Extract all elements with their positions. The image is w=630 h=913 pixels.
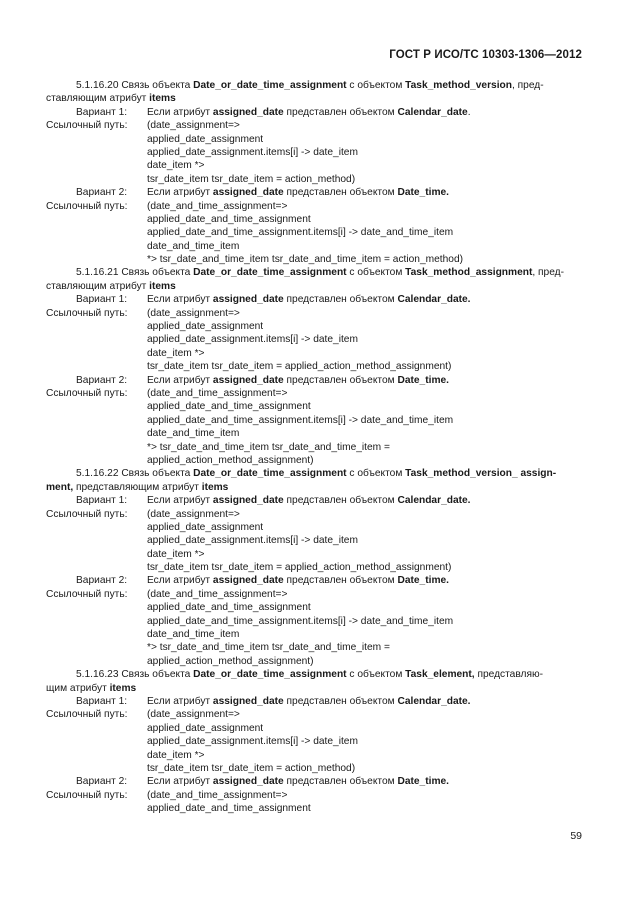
bold-term: Calendar_date. [397, 495, 471, 507]
text-run: applied_date_and_time_assignment.items[i] -> date_and_time_item [147, 615, 454, 627]
variant-line [46, 574, 584, 587]
reference-path-continuation [46, 454, 584, 467]
text-run: applied_date_and_time_assignment [147, 401, 311, 413]
reference-path-continuation [46, 347, 584, 360]
text-run: 5.1.16.21 Связь объекта [76, 267, 194, 279]
text-run: представлен объектом [283, 106, 398, 118]
reference-path-continuation [46, 213, 584, 226]
bold-term: assigned_date [212, 294, 284, 306]
bold-term: items [149, 93, 176, 105]
reference-path-line [46, 789, 584, 802]
reference-path-line [46, 119, 584, 132]
clause-heading-continuation [46, 280, 584, 293]
variant-label: Вариант 2: [76, 575, 128, 587]
text-run: Если атрибут [147, 294, 213, 306]
text-run: 5.1.16.22 Связь объекта [76, 468, 194, 480]
reference-path-continuation [46, 320, 584, 333]
text-run: Если атрибут [147, 776, 213, 788]
bold-term: assigned_date [212, 575, 284, 587]
text-run: (date_assignment=> [147, 508, 240, 520]
bold-term: Date_or_date_time_assignment [193, 80, 347, 91]
reference-path-label: Ссылочный путь: [46, 387, 128, 399]
reference-path-continuation [46, 735, 584, 748]
reference-path-continuation [46, 722, 584, 735]
clause-heading-continuation [46, 92, 584, 105]
bold-term: ment, [46, 481, 74, 493]
text-run: представлен объектом [283, 776, 398, 788]
clause-heading-line [46, 266, 584, 279]
reference-path-line [46, 708, 584, 721]
reference-path-label: Ссылочный путь: [46, 789, 128, 801]
bold-term: Task_method_version [405, 80, 512, 91]
reference-path-continuation [46, 360, 584, 373]
reference-path-label: Ссылочный путь: [46, 307, 128, 319]
reference-path-continuation [46, 240, 584, 253]
reference-path-continuation [46, 253, 584, 266]
text-run: представлен объектом [283, 294, 398, 306]
text-run: , пред- [511, 80, 544, 91]
reference-path-continuation [46, 146, 584, 159]
text-run: (date_and_time_assignment=> [147, 789, 288, 801]
text-run: (date_assignment=> [147, 709, 240, 721]
text-run: 5.1.16.20 Связь объекта [76, 80, 194, 91]
text-run: (date_assignment=> [147, 120, 240, 132]
bold-term: Task_method_version_ assign- [405, 468, 557, 480]
text-run: представлен объектом [283, 575, 398, 587]
text-run: applied_action_method_assignment) [147, 454, 314, 466]
clause-heading-line [46, 79, 584, 92]
variant-label: Вариант 2: [76, 776, 128, 788]
reference-path-continuation [46, 159, 584, 172]
text-run: *> tsr_date_and_time_item tsr_date_and_time_item = [147, 441, 390, 453]
text-run: *> tsr_date_and_time_item tsr_date_and_time_item = [147, 642, 390, 654]
bold-term: Date_time. [397, 575, 449, 587]
bold-term: items [201, 481, 229, 493]
reference-path-continuation [46, 427, 584, 440]
bold-term: assigned_date [212, 187, 284, 199]
bold-term: Task_element, [405, 669, 475, 681]
reference-path-continuation [46, 441, 584, 454]
reference-path-label: Ссылочный путь: [46, 588, 128, 600]
variant-label: Вариант 1: [76, 294, 128, 306]
text-run: tsr_date_item tsr_date_item = applied_action_method_assignment) [147, 562, 452, 574]
document-header: ГОСТ Р ИСО/ТС 10303-1306—2012 [389, 49, 582, 61]
variant-line [46, 695, 584, 708]
text-run: представлен объектом [283, 187, 398, 199]
text-run: applied_date_and_time_assignment [147, 803, 311, 815]
text-run: applied_date_assignment.items[i] -> date_item [147, 146, 358, 158]
text-run: представлен объектом [283, 695, 398, 707]
text-run: applied_date_assignment [147, 321, 264, 333]
reference-path-continuation [46, 655, 584, 668]
text-run: с объектом [346, 80, 406, 91]
text-run: Если атрибут [147, 695, 213, 707]
text-run: date_item *> [147, 548, 205, 560]
bold-term: Calendar_date [397, 106, 468, 118]
text-run: (date_and_time_assignment=> [147, 200, 288, 212]
text-run: представляю- [474, 669, 544, 681]
text-run: (date_assignment=> [147, 307, 240, 319]
variant-label: Вариант 2: [76, 374, 128, 386]
text-run: щим атрибут [46, 682, 110, 694]
text-run: Если атрибут [147, 575, 213, 587]
bold-term: assigned_date [212, 106, 284, 118]
text-run: представляющим атрибут [73, 481, 202, 493]
bold-term: assigned_date [212, 695, 284, 707]
reference-path-continuation [46, 802, 584, 815]
text-run: ставляющим атрибут [46, 280, 150, 292]
page-number: 59 [570, 830, 582, 842]
document-body [46, 79, 584, 815]
text-run: applied_date_assignment [147, 133, 264, 145]
bold-term: assigned_date [212, 495, 284, 507]
reference-path-continuation [46, 333, 584, 346]
text-run: (date_and_time_assignment=> [147, 387, 288, 399]
variant-label: Вариант 1: [76, 495, 128, 507]
reference-path-label: Ссылочный путь: [46, 508, 128, 520]
reference-path-continuation [46, 534, 584, 547]
variant-line [46, 293, 584, 306]
clause-heading-line [46, 668, 584, 681]
variant-line [46, 186, 584, 199]
clause-heading-continuation [46, 481, 584, 494]
variant-line [46, 106, 584, 119]
reference-path-line [46, 200, 584, 213]
variant-line [46, 775, 584, 788]
text-run: applied_action_method_assignment) [147, 655, 314, 667]
text-run: tsr_date_item tsr_date_item = action_method) [147, 762, 356, 774]
reference-path-continuation [46, 548, 584, 561]
bold-term: Date_time. [397, 374, 449, 386]
variant-label: Вариант 1: [76, 106, 128, 118]
reference-path-continuation [46, 133, 584, 146]
text-run: с объектом [346, 669, 406, 681]
reference-path-continuation [46, 749, 584, 762]
bold-term: items [149, 280, 176, 292]
bold-term: Date_time. [397, 187, 449, 199]
reference-path-label: Ссылочный путь: [46, 200, 128, 212]
text-run: , пред- [532, 267, 564, 279]
reference-path-continuation [46, 762, 584, 775]
text-run: applied_date_and_time_assignment.items[i] -> date_and_time_item [147, 414, 454, 426]
reference-path-continuation [46, 641, 584, 654]
text-run: applied_date_and_time_assignment.items[i] -> date_and_time_item [147, 227, 454, 239]
text-run: Если атрибут [147, 374, 213, 386]
text-run: date_item *> [147, 160, 205, 172]
text-run: Если атрибут [147, 106, 213, 118]
text-run: date_and_time_item [147, 428, 240, 440]
text-run: (date_and_time_assignment=> [147, 588, 288, 600]
text-run: Если атрибут [147, 187, 213, 199]
text-run: applied_date_and_time_assignment [147, 602, 311, 614]
text-run: представлен объектом [283, 495, 398, 507]
text-run: с объектом [346, 468, 406, 480]
bold-term: items [109, 682, 137, 694]
reference-path-line [46, 387, 584, 400]
text-run: Если атрибут [147, 495, 213, 507]
text-run: applied_date_assignment.items[i] -> date_item [147, 334, 358, 346]
text-run: представлен объектом [283, 374, 398, 386]
text-run: . [467, 106, 471, 118]
bold-term: Task_method_assignment [405, 267, 533, 279]
bold-term: assigned_date [212, 374, 284, 386]
bold-term: Date_time. [397, 776, 449, 788]
reference-path-continuation [46, 226, 584, 239]
text-run: applied_date_assignment.items[i] -> date_item [147, 736, 358, 748]
text-run: date_and_time_item [147, 240, 240, 252]
reference-path-continuation [46, 628, 584, 641]
clause-heading-line [46, 467, 584, 480]
text-run: tsr_date_item tsr_date_item = applied_action_method_assignment) [147, 361, 452, 373]
reference-path-continuation [46, 414, 584, 427]
bold-term: Calendar_date. [397, 695, 471, 707]
text-run: applied_date_and_time_assignment [147, 213, 311, 225]
bold-term: assigned_date [212, 776, 284, 788]
reference-path-line [46, 307, 584, 320]
reference-path-continuation [46, 521, 584, 534]
reference-path-label: Ссылочный путь: [46, 709, 128, 721]
clause-heading-continuation [46, 682, 584, 695]
text-run: tsr_date_item tsr_date_item = action_method) [147, 173, 356, 185]
text-run: с объектом [346, 267, 406, 279]
text-run: date_item *> [147, 749, 205, 761]
bold-term: Calendar_date. [397, 294, 471, 306]
text-run: ставляющим атрибут [46, 93, 150, 105]
reference-path-continuation [46, 601, 584, 614]
text-run: applied_date_assignment [147, 521, 264, 533]
reference-path-continuation [46, 561, 584, 574]
reference-path-continuation [46, 615, 584, 628]
bold-term: Date_or_date_time_assignment [193, 468, 347, 480]
reference-path-label: Ссылочный путь: [46, 120, 128, 132]
reference-path-line [46, 588, 584, 601]
text-run: date_item *> [147, 347, 205, 359]
variant-label: Вариант 1: [76, 695, 128, 707]
reference-path-line [46, 508, 584, 521]
text-run: applied_date_assignment.items[i] -> date_item [147, 535, 358, 547]
text-run: applied_date_assignment [147, 722, 264, 734]
variant-label: Вариант 2: [76, 187, 128, 199]
reference-path-continuation [46, 400, 584, 413]
reference-path-continuation [46, 173, 584, 186]
text-run: 5.1.16.23 Связь объекта [76, 669, 194, 681]
variant-line [46, 494, 584, 507]
variant-line [46, 374, 584, 387]
text-run: date_and_time_item [147, 629, 240, 641]
bold-term: Date_or_date_time_assignment [193, 669, 347, 681]
bold-term: Date_or_date_time_assignment [193, 267, 347, 279]
text-run: *> tsr_date_and_time_item tsr_date_and_time_item = action_method) [147, 254, 464, 266]
